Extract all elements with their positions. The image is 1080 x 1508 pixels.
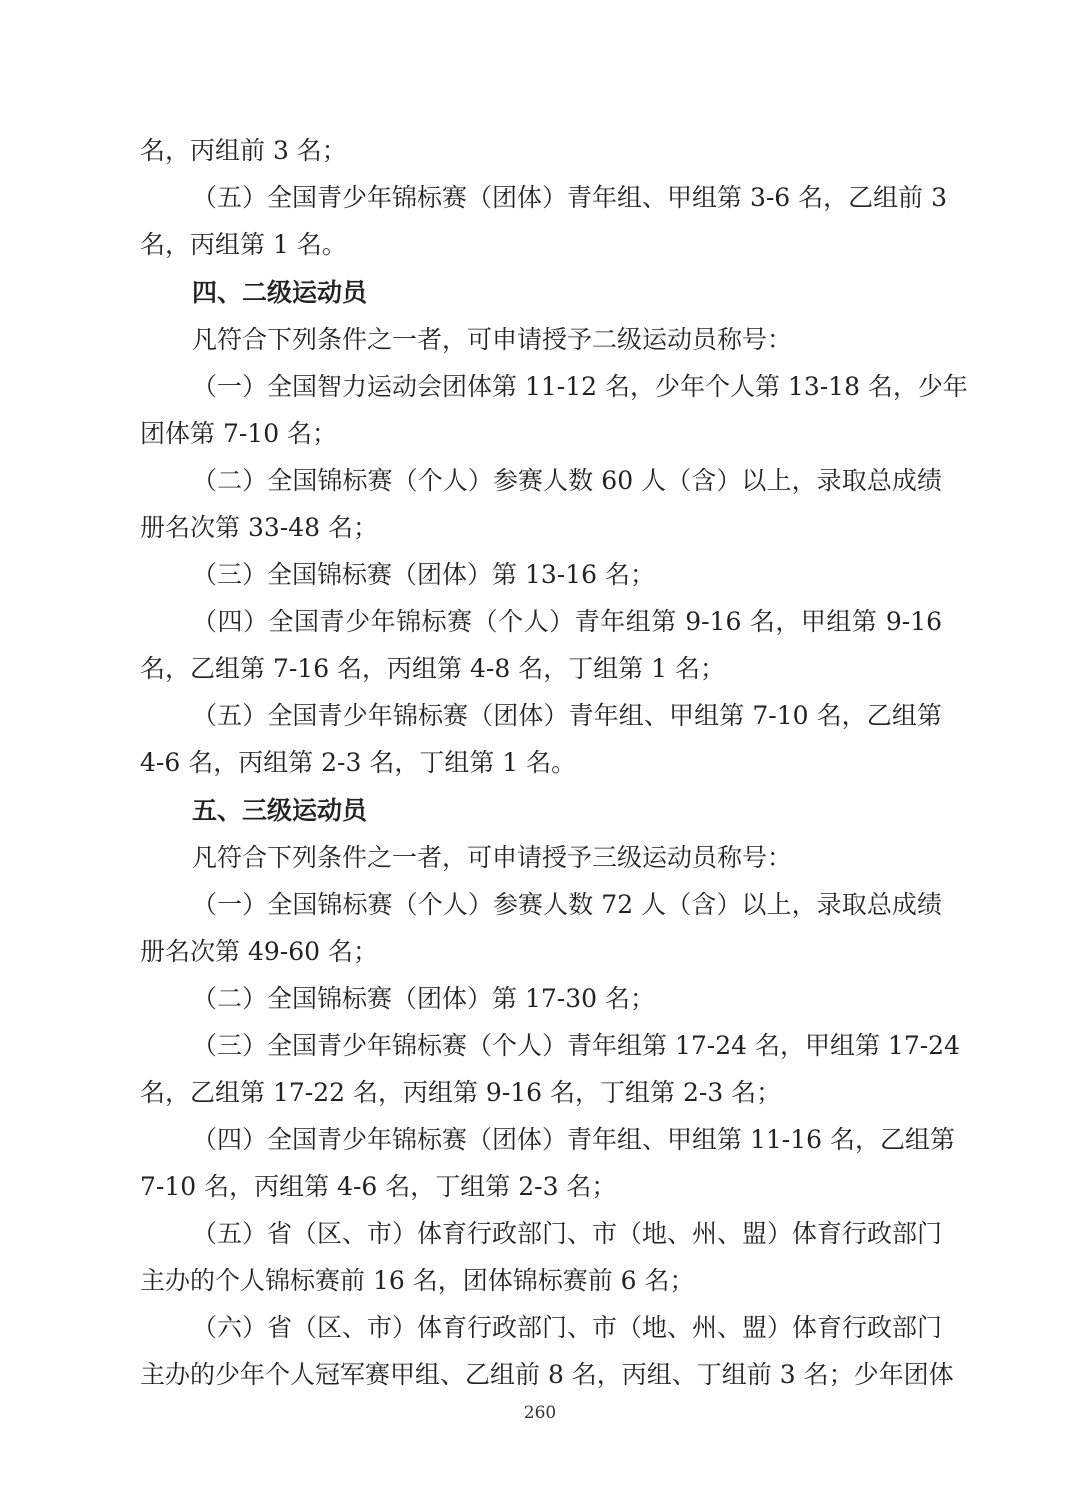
text-line: 凡符合下列条件之一者，可申请授予二级运动员称号： (192, 325, 793, 354)
text-line: （五）全国青少年锦标赛（团体）青年组、甲组第 7-10 名，乙组第 (192, 701, 942, 730)
text-line: （三）全国锦标赛（团体）第 13-16 名； (192, 560, 655, 589)
section-heading: 五、三级运动员 (192, 796, 368, 825)
text-line: 主办的个人锦标赛前 16 名，团体锦标赛前 6 名； (140, 1266, 695, 1295)
section-heading: 四、二级运动员 (192, 278, 368, 307)
text-line: （四）全国青少年锦标赛（个人）青年组第 9-16 名，甲组第 9-16 (192, 607, 942, 636)
text-line: （二）全国锦标赛（个人）参赛人数 60 人（含）以上，录取总成绩 (192, 466, 942, 495)
text-line: （四）全国青少年锦标赛（团体）青年组、甲组第 11-16 名，乙组第 (192, 1125, 955, 1154)
text-line: 名，乙组第 7-16 名，丙组第 4-8 名，丁组第 1 名； (140, 654, 726, 683)
text-line: （一）全国智力运动会团体第 11-12 名，少年个人第 13-18 名，少年 (192, 372, 968, 401)
text-line: （五）省（区、市）体育行政部门、市（地、州、盟）体育行政部门 (192, 1219, 943, 1248)
text-line: （六）省（区、市）体育行政部门、市（地、州、盟）体育行政部门 (192, 1313, 943, 1342)
text-line: 团体第 7-10 名； (140, 419, 338, 448)
text-line: 主办的少年个人冠军赛甲组、乙组前 8 名，丙组、丁组前 3 名；少年团体 (140, 1360, 954, 1389)
text-line: 4-6 名，丙组第 2-3 名，丁组第 1 名。 (140, 748, 577, 777)
text-line: 名，丙组第 1 名。 (140, 230, 347, 259)
text-line: （二）全国锦标赛（团体）第 17-30 名； (192, 984, 655, 1013)
text-line: 名，乙组第 17-22 名，丙组第 9-16 名，丁组第 2-3 名； (140, 1078, 782, 1107)
page-number: 260 (523, 1403, 557, 1423)
text-line: （一）全国锦标赛（个人）参赛人数 72 人（含）以上，录取总成绩 (192, 890, 942, 919)
text-line: 册名次第 49-60 名； (140, 937, 378, 966)
text-line: 7-10 名，丙组第 4-6 名，丁组第 2-3 名； (140, 1172, 617, 1201)
text-line: 册名次第 33-48 名； (140, 513, 378, 542)
text-line: 凡符合下列条件之一者，可申请授予三级运动员称号： (192, 843, 793, 872)
text-line: 名，丙组前 3 名； (140, 136, 347, 165)
text-line: （五）全国青少年锦标赛（团体）青年组、甲组第 3-6 名，乙组前 3 (192, 183, 948, 212)
text-line: （三）全国青少年锦标赛（个人）青年组第 17-24 名，甲组第 17-24 (192, 1031, 960, 1060)
